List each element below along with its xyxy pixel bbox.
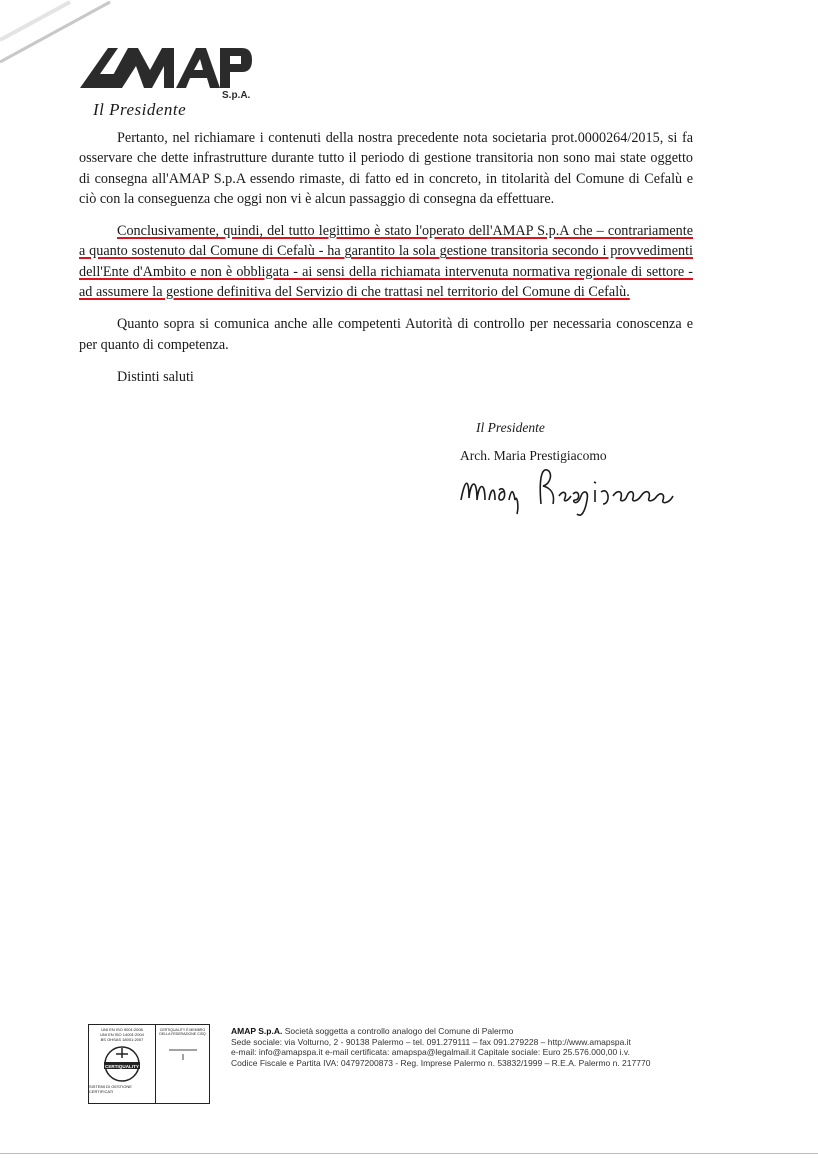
footer-line-3: e-mail: info@amapspa.it e-mail certificata: amapspa@legalmail.it Capitale sociale: Euro 25.576.000,00 i.v. (231, 1047, 630, 1058)
cert-standards (89, 1025, 156, 1103)
cert-standard-3: BS OHSAS 18001:2007 (100, 1037, 144, 1042)
scan-edge-line (0, 1153, 818, 1154)
seal-text: CERTIQUALITY (105, 1064, 139, 1069)
paragraph-1: Pertanto, nel richiamare i contenuti della nostra precedente nota societaria prot.0000264/2015, si fa osservare che dette infrastrutture durante tutto il periodo di gestione transitoria non sono mai state oggetto di consegna all'AMAP S.p.A essendo rimaste, di fatto ed in concreto, in titolarità del Comune di Cefalù e ciò con la conseguenza che oggi non vi è alcun passaggio di consegna da effettuare. (79, 130, 693, 207)
footer-company: AMAP S.p.A. (231, 1026, 283, 1036)
paragraph-3: Quanto sopra si comunica anche alle competenti Autorità di controllo per necessaria conoscenza e per quanto di competenza. (79, 316, 693, 353)
cert-side-text (156, 1025, 209, 1103)
footer-line-2: Sede sociale: via Volturno, 2 - 90138 Palermo – tel. 091.279111 – fax 091.279228 – http://www.amapspa.it (231, 1036, 631, 1047)
paragraph-2-text: Conclusivamente, quindi, del tutto legittimo è stato l'operato dell'AMAP S.p.A che – contrariamente a quanto sostenuto dal Comune di Cefalù - ha garantito la sola gestione transitoria secondo i provvedimenti dell'Ente d'Ambito e non è obbligata - ai sensi della richiamata intervenuta normativa regionale di settore - ad assumere la gestione definitiva del Servizio di che trattasi nel territorio del Comune di Cefalù. (79, 223, 693, 301)
amap-logo (80, 44, 255, 100)
paragraph-2-highlighted (79, 221, 693, 302)
certification-badge (88, 1024, 210, 1104)
signer-role: Il Presidente (476, 420, 545, 435)
signer-name: Arch. Maria Prestigiacomo (460, 448, 607, 463)
footer-company-desc: Società soggetta a controllo analogo del Comune di Palermo (284, 1026, 514, 1036)
cert-standard-2: UNI EN ISO 14001:2004 (100, 1032, 144, 1037)
cert-standard-1: UNI EN ISO 9001:2008 (101, 1027, 143, 1032)
letter-body (79, 128, 693, 399)
cisq-mark-icon (163, 1036, 203, 1062)
logo-sub-text: S.p.A. (222, 90, 251, 100)
certiquality-seal-icon (98, 1044, 146, 1084)
header-title: Il Presidente (93, 100, 187, 119)
cert-side-label: CERTIQUALITY È MEMBRO DELLA FEDERAZIONE CISQ (159, 1028, 206, 1036)
company-footer (231, 1026, 711, 1068)
footer-line-4: Codice Fiscale e Partita IVA: 04797200873 - Reg. Imprese Palermo n. 53832/1999 – R.E.A. Palermo n. 217770 (231, 1057, 651, 1068)
cert-seal-sub: SISTEMI DI GESTIONE CERTIFICATI (89, 1084, 132, 1094)
signature-block (460, 420, 710, 464)
handwritten-signature (455, 460, 695, 520)
closing-salutation: Distinti saluti (117, 368, 194, 385)
footer-line-1 (231, 1026, 711, 1037)
